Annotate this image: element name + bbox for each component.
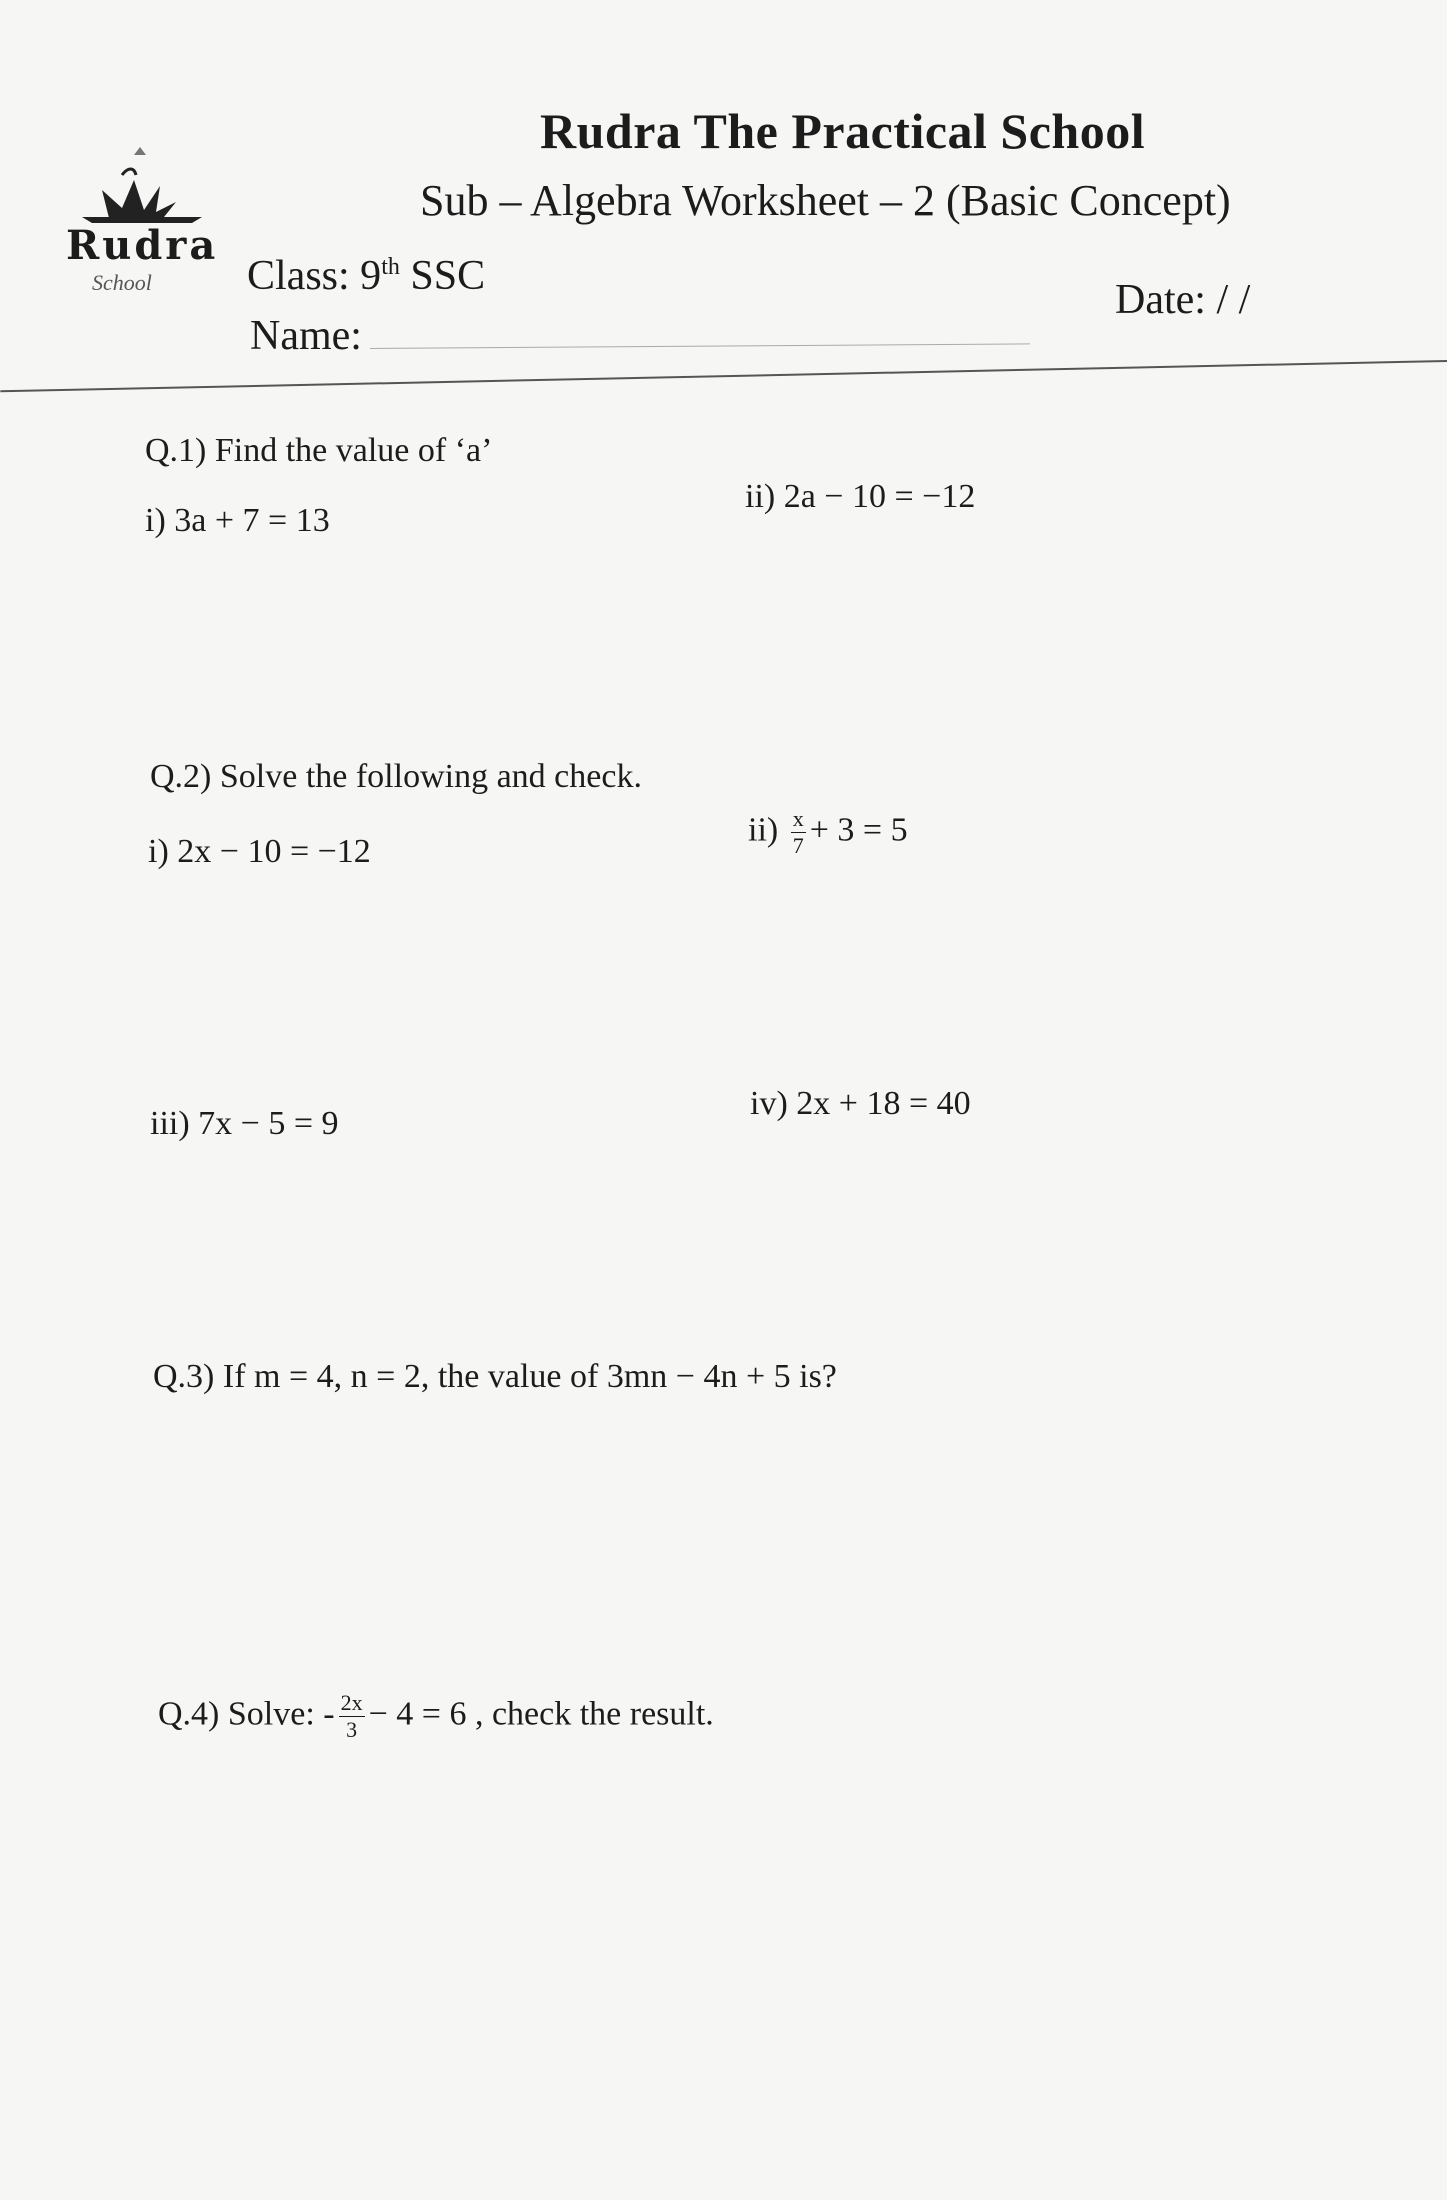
- q2-iii-label: iii): [150, 1105, 199, 1142]
- logo-wordmark: Rudra: [66, 222, 219, 269]
- class-line: [247, 252, 485, 300]
- name-underline: [370, 343, 1030, 349]
- class-suffix: SSC: [399, 253, 486, 299]
- q2-ii-numerator: x: [792, 806, 804, 831]
- name-label: Name:: [250, 313, 362, 359]
- school-name: Rudra The Practical School: [540, 103, 1146, 159]
- q1-i-expression: 3a + 7 = 13: [174, 502, 330, 539]
- q1-part-i: [145, 502, 330, 540]
- q2-ii-fraction: [791, 808, 806, 857]
- q2-part-ii: [748, 808, 908, 857]
- class-superscript: th: [381, 254, 400, 280]
- q2-iv-label: iv): [750, 1085, 797, 1122]
- q3-mid: the value of: [429, 1358, 607, 1395]
- q2-i-label: i): [148, 833, 178, 870]
- q1-ii-expression: 2a − 10 = −12: [783, 478, 976, 515]
- q2-iv-expression: 2x + 18 = 40: [796, 1085, 971, 1122]
- q1-title: Q.1) Find the value of ‘a’: [145, 432, 493, 469]
- q3-prefix: Q.3) If: [153, 1358, 255, 1395]
- q2-title: Q.2) Solve the following and check.: [150, 758, 642, 795]
- q3-expression: 3mn − 4n + 5: [606, 1358, 791, 1395]
- q4-prefix: Q.4) Solve: -: [158, 1695, 335, 1733]
- class-prefix: Class: 9: [247, 253, 382, 299]
- q1-ii-label: ii): [745, 478, 784, 515]
- q3-question: [153, 1358, 837, 1396]
- q3-given-values: m = 4, n = 2,: [254, 1358, 430, 1395]
- header-divider: [0, 360, 1447, 392]
- q2-ii-expression: + 3 = 5: [809, 811, 908, 849]
- logo-subtext: School: [92, 270, 152, 295]
- q4-denominator: 3: [346, 1717, 358, 1742]
- q4-suffix: , check the result.: [466, 1695, 714, 1733]
- q2-part-iv: [750, 1085, 971, 1123]
- q4-question: [158, 1692, 714, 1741]
- q2-part-iii: [150, 1105, 339, 1143]
- q2-ii-label: ii): [748, 811, 787, 849]
- date-label: Date: / /: [1115, 277, 1251, 323]
- q2-part-i: [148, 833, 371, 871]
- q4-fraction: [339, 1692, 365, 1741]
- worksheet-subject: Sub – Algebra Worksheet – 2 (Basic Concept): [420, 176, 1231, 225]
- q2-i-expression: 2x − 10 = −12: [177, 833, 371, 870]
- q2-iii-expression: 7x − 5 = 9: [198, 1105, 339, 1142]
- q4-expression: − 4 = 6: [368, 1695, 467, 1733]
- q1-i-label: i): [145, 502, 175, 539]
- q3-suffix: is?: [790, 1358, 837, 1395]
- q2-ii-denominator: 7: [792, 833, 804, 858]
- q1-part-ii: [745, 478, 975, 516]
- q4-numerator: 2x: [340, 1690, 363, 1715]
